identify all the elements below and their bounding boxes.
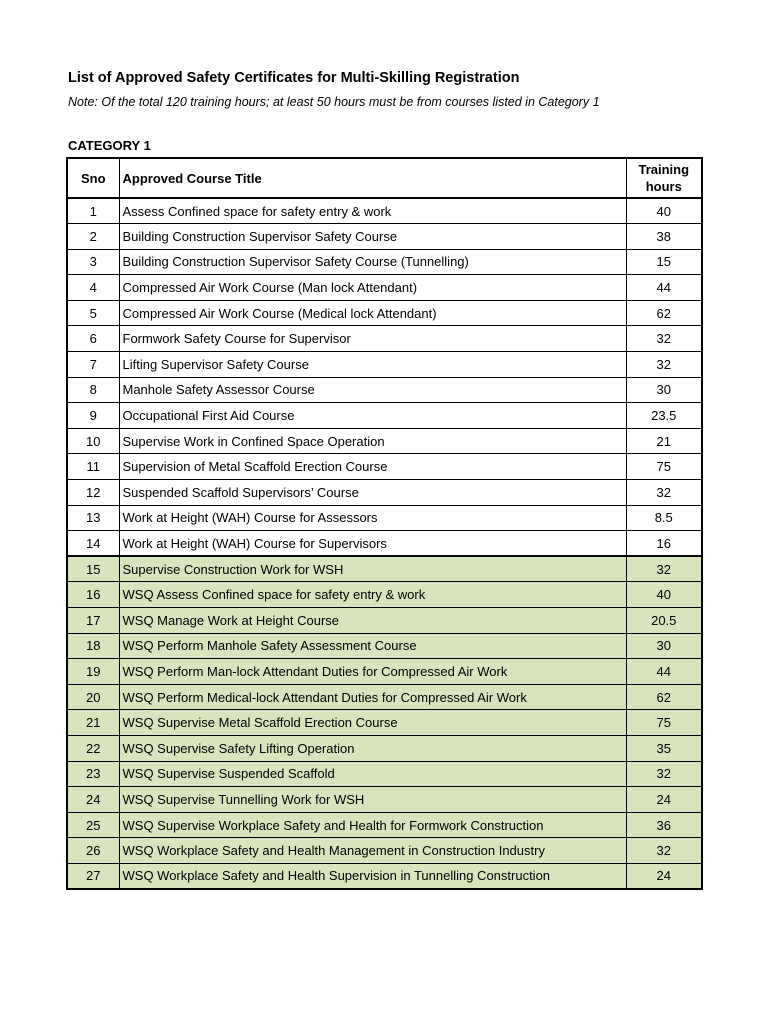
document-title: List of Approved Safety Certificates for Multi-Skilling Registration [68,70,520,86]
row-course-title: WSQ Supervise Workplace Safety and Health for Formwork Construction [119,812,626,838]
table-row [67,761,702,787]
row-sno: 19 [67,659,119,685]
row-course-title: Supervise Work in Confined Space Operation [119,428,626,454]
row-course-title: Formwork Safety Course for Supervisor [119,326,626,352]
row-training-hours: 15 [626,249,702,275]
category-heading: CATEGORY 1 [68,138,151,153]
table-row [67,582,702,608]
table-row [67,838,702,864]
row-training-hours: 75 [626,710,702,736]
row-training-hours: 20.5 [626,608,702,634]
row-training-hours: 16 [626,531,702,557]
row-sno: 26 [67,838,119,864]
table-row [67,224,702,250]
table-row [67,505,702,531]
row-course-title: Supervise Construction Work for WSH [119,556,626,582]
row-sno: 7 [67,352,119,378]
row-training-hours: 32 [626,556,702,582]
row-course-title: WSQ Manage Work at Height Course [119,608,626,634]
row-sno: 3 [67,249,119,275]
row-sno: 21 [67,710,119,736]
row-sno: 4 [67,275,119,301]
header-course-title: Approved Course Title [119,158,626,198]
row-sno: 18 [67,633,119,659]
row-course-title: Work at Height (WAH) Course for Assessors [119,505,626,531]
table-row [67,428,702,454]
row-training-hours: 62 [626,684,702,710]
row-training-hours: 32 [626,838,702,864]
row-sno: 13 [67,505,119,531]
row-training-hours: 40 [626,582,702,608]
header-sno: Sno [67,158,119,198]
table-row [67,326,702,352]
row-training-hours: 24 [626,787,702,813]
row-course-title: Supervision of Metal Scaffold Erection Course [119,454,626,480]
row-sno: 27 [67,863,119,889]
table-row [67,249,702,275]
row-course-title: Suspended Scaffold Supervisors’ Course [119,480,626,506]
row-course-title: Building Construction Supervisor Safety Course [119,224,626,250]
row-sno: 12 [67,480,119,506]
table-row [67,608,702,634]
row-sno: 20 [67,684,119,710]
row-course-title: WSQ Perform Man-lock Attendant Duties for Compressed Air Work [119,659,626,685]
row-course-title: Building Construction Supervisor Safety Course (Tunnelling) [119,249,626,275]
row-training-hours: 32 [626,761,702,787]
table-row [67,454,702,480]
table-row [67,377,702,403]
row-course-title: WSQ Supervise Metal Scaffold Erection Course [119,710,626,736]
header-training-hours: Training hours [626,158,702,198]
row-sno: 15 [67,556,119,582]
table-row [67,352,702,378]
row-sno: 5 [67,300,119,326]
header-row [67,158,702,198]
row-course-title: Assess Confined space for safety entry & work [119,198,626,224]
table-row [67,556,702,582]
row-sno: 14 [67,531,119,557]
row-sno: 2 [67,224,119,250]
table-row [67,198,702,224]
row-training-hours: 30 [626,377,702,403]
row-training-hours: 32 [626,480,702,506]
table-row [67,275,702,301]
row-training-hours: 62 [626,300,702,326]
row-sno: 17 [67,608,119,634]
row-training-hours: 24 [626,863,702,889]
row-sno: 23 [67,761,119,787]
row-training-hours: 44 [626,275,702,301]
table-row [67,787,702,813]
row-sno: 1 [67,198,119,224]
row-training-hours: 75 [626,454,702,480]
course-table [66,157,703,890]
table-row [67,403,702,429]
row-course-title: WSQ Perform Manhole Safety Assessment Course [119,633,626,659]
row-sno: 8 [67,377,119,403]
row-course-title: Manhole Safety Assessor Course [119,377,626,403]
row-sno: 9 [67,403,119,429]
row-course-title: Compressed Air Work Course (Man lock Attendant) [119,275,626,301]
row-course-title: WSQ Workplace Safety and Health Supervision in Tunnelling Construction [119,863,626,889]
row-sno: 24 [67,787,119,813]
row-training-hours: 32 [626,326,702,352]
row-course-title: WSQ Assess Confined space for safety entry & work [119,582,626,608]
row-course-title: Occupational First Aid Course [119,403,626,429]
row-course-title: Compressed Air Work Course (Medical lock Attendant) [119,300,626,326]
row-course-title: Lifting Supervisor Safety Course [119,352,626,378]
table-row [67,735,702,761]
row-course-title: WSQ Workplace Safety and Health Management in Construction Industry [119,838,626,864]
table-row [67,300,702,326]
table-row [67,863,702,889]
row-sno: 22 [67,735,119,761]
row-training-hours: 30 [626,633,702,659]
table-row [67,684,702,710]
table-row [67,812,702,838]
row-course-title: WSQ Supervise Tunnelling Work for WSH [119,787,626,813]
row-training-hours: 8.5 [626,505,702,531]
row-course-title: WSQ Supervise Safety Lifting Operation [119,735,626,761]
course-table-header [67,158,702,198]
row-training-hours: 23.5 [626,403,702,429]
row-training-hours: 36 [626,812,702,838]
row-sno: 11 [67,454,119,480]
row-training-hours: 40 [626,198,702,224]
table-row [67,659,702,685]
row-sno: 25 [67,812,119,838]
row-training-hours: 32 [626,352,702,378]
row-training-hours: 38 [626,224,702,250]
course-table-body [67,198,702,889]
table-row [67,710,702,736]
row-course-title: WSQ Supervise Suspended Scaffold [119,761,626,787]
row-training-hours: 44 [626,659,702,685]
row-sno: 6 [67,326,119,352]
row-course-title: WSQ Perform Medical-lock Attendant Duties for Compressed Air Work [119,684,626,710]
document-note: Note: Of the total 120 training hours; at least 50 hours must be from courses listed in Category 1 [68,95,600,109]
row-sno: 16 [67,582,119,608]
table-row [67,480,702,506]
table-row [67,633,702,659]
row-training-hours: 35 [626,735,702,761]
row-course-title: Work at Height (WAH) Course for Supervisors [119,531,626,557]
row-sno: 10 [67,428,119,454]
row-training-hours: 21 [626,428,702,454]
table-row [67,531,702,557]
